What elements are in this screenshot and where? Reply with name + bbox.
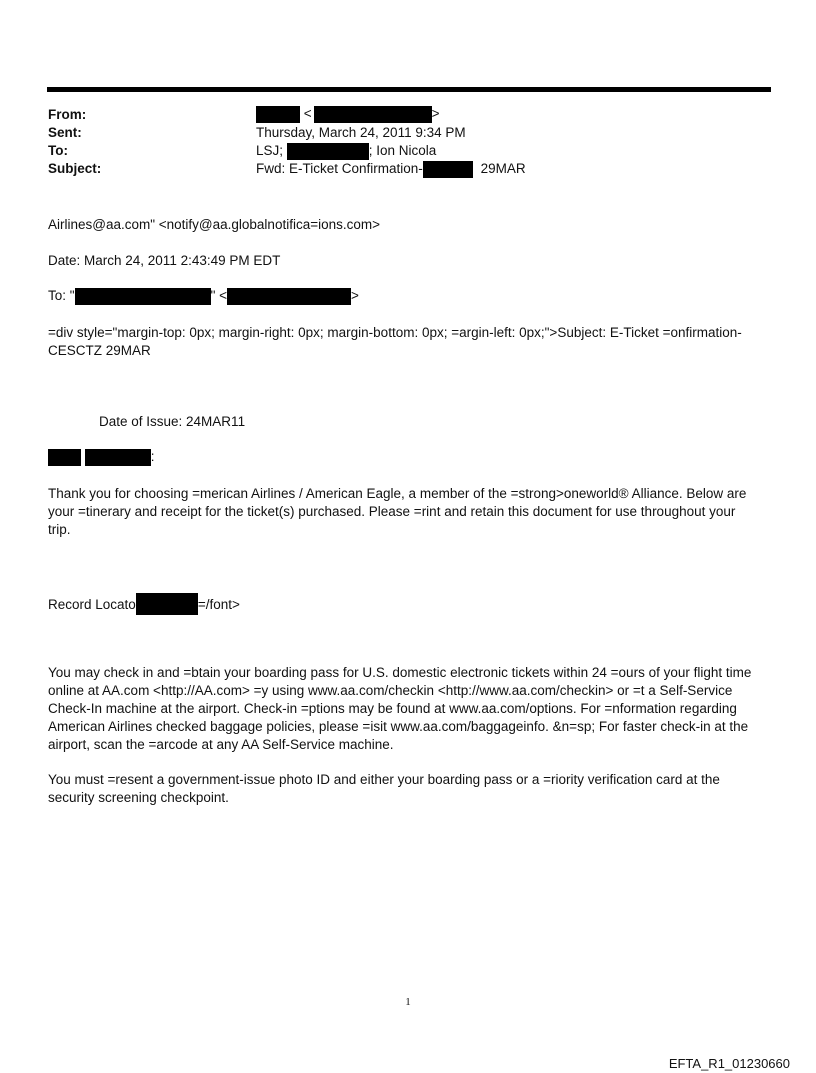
to-mid: " < xyxy=(210,288,227,303)
record-locator-line xyxy=(48,593,758,615)
checkin-paragraph: You may check in and =btain your boarding pass for U.S. domestic electronic tickets within 24 =ours of your flight time online at AA.com <http://AA.com> =y using www.aa.com/checkin <http://www.aa.com/checkin> or =t a Self-Service Check-In machine at the airport. Check-in =ptions may be found at www.aa.com/options. For =nformation regarding American Airlines checked baggage policies, please =isit www.aa.com/baggageinfo. &n=sp; For faster check-in at the airport, scan the =arcode at any AA Self-Service machine. xyxy=(48,665,752,752)
sent-label: Sent: xyxy=(48,125,82,140)
forwarded-date-line: Date: March 24, 2011 2:43:49 PM EDT xyxy=(48,253,281,268)
thanks-paragraph: Thank you for choosing =merican Airlines / American Eagle, a member of the =strong>oneworld® Alliance. Below are your =tinerary and receipt for the ticket(s) purchased. Please =rint and retain this document for use throughout your trip. xyxy=(48,486,747,537)
document-id: EFTA_R1_01230660 xyxy=(668,1056,790,1071)
id-notice-paragraph: You must =resent a government-issue photo ID and either your boarding pass or a =riority verification card at the security screening checkpoint. xyxy=(48,772,720,805)
record-locator-suffix: =/font> xyxy=(197,597,240,612)
redaction xyxy=(314,106,432,123)
subject-label: Subject: xyxy=(48,161,102,176)
redaction xyxy=(423,161,473,178)
redaction xyxy=(287,143,369,160)
from-lt: < xyxy=(303,106,312,122)
record-locator-prefix: Record Locato xyxy=(48,597,136,612)
header-rule xyxy=(47,87,771,92)
subject-suffix: 29MAR xyxy=(480,161,526,177)
redaction xyxy=(85,449,151,466)
greeting-colon: : xyxy=(150,449,155,464)
to-suffix: ; Ion Nicola xyxy=(368,143,437,159)
page-number: 1 xyxy=(405,996,411,1008)
redaction xyxy=(256,106,300,123)
date-of-issue: Date of Issue: 24MAR11 xyxy=(99,414,246,429)
from-gt: > xyxy=(431,106,440,122)
forwarded-from-line: Airlines@aa.com" <notify@aa.globalnotifica=ions.com> xyxy=(48,217,380,232)
subject-prefix: Fwd: E-Ticket Confirmation- xyxy=(256,161,423,177)
to-label: To: xyxy=(48,143,68,158)
subject-value xyxy=(256,161,526,178)
to-value xyxy=(256,143,436,160)
to-open: To: " xyxy=(48,288,75,303)
redaction xyxy=(136,593,198,615)
redaction xyxy=(48,449,81,466)
sent-value: Thursday, March 24, 2011 9:34 PM xyxy=(256,125,466,140)
greeting-line xyxy=(48,448,758,466)
from-value xyxy=(256,106,440,123)
redaction xyxy=(227,288,351,305)
redaction xyxy=(75,288,211,305)
to-close: > xyxy=(351,288,359,303)
to-prefix: LSJ; xyxy=(256,143,284,159)
div-subject-line: =div style="margin-top: 0px; margin-right: 0px; margin-bottom: 0px; =argin-left: 0px;">Subject: E-Ticket =onfirmation-CESCTZ 29MAR xyxy=(48,325,742,358)
from-label: From: xyxy=(48,107,87,122)
forwarded-to-line xyxy=(48,287,758,305)
